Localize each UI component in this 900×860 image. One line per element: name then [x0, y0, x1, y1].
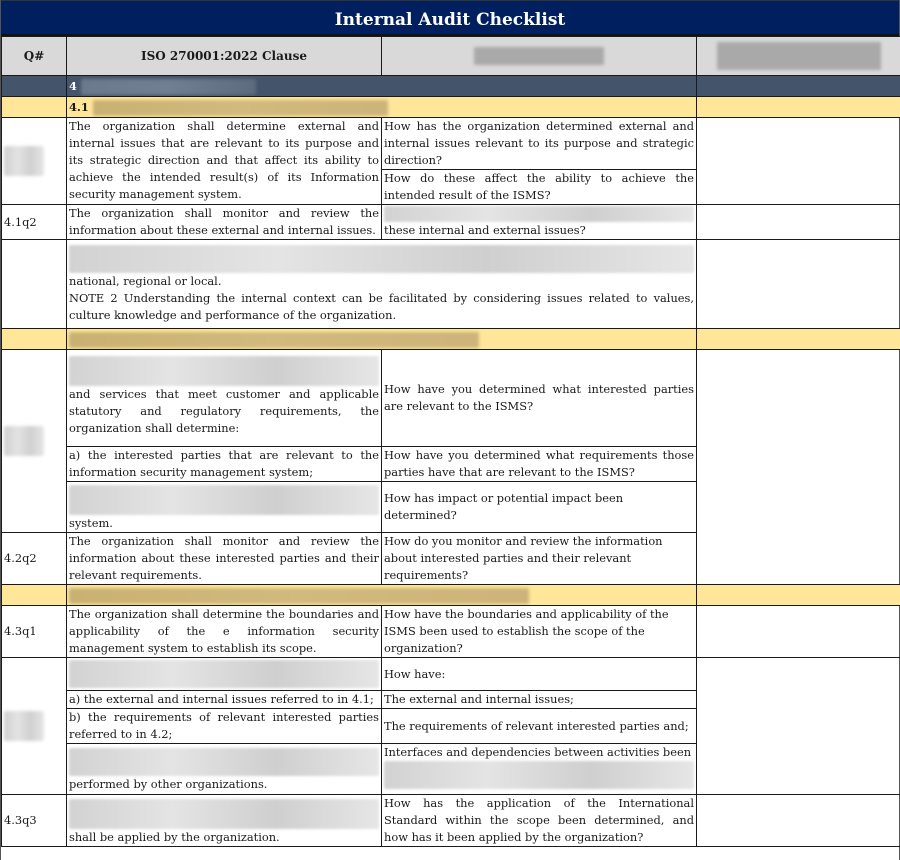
checklist-table	[1, 36, 900, 847]
evidence-cell[interactable]	[697, 240, 900, 329]
clause-text: a) the external and internal issues referred to in 4.1;	[67, 691, 382, 709]
table-row	[2, 658, 900, 691]
page-title: Internal Audit Checklist	[1, 0, 899, 36]
question-id: 4.3q1	[2, 606, 67, 658]
redacted-text	[69, 660, 379, 688]
header-row	[2, 37, 900, 76]
audit-question: The requirements of relevant interested parties and;	[382, 709, 697, 744]
clause-text: shall be applied by the organization.	[67, 795, 382, 847]
subsection-row-4-3	[2, 585, 900, 606]
header-evidence	[697, 37, 900, 76]
clause-text: a) the interested parties that are relevant to the information security management system;	[67, 447, 382, 482]
evidence-cell[interactable]	[697, 205, 900, 240]
question-id: 4.1q2	[2, 205, 67, 240]
audit-question: The external and internal issues;	[382, 691, 697, 709]
section-title: 4	[67, 76, 697, 97]
table-row-note	[2, 240, 900, 329]
subsection-row-4-1	[2, 97, 900, 118]
table-row	[2, 795, 900, 847]
question-id	[2, 118, 67, 205]
redacted-text	[69, 245, 694, 273]
audit-question: How has the organization determined external and internal issues relevant to its purpose and strategic direction?	[382, 118, 697, 170]
header-clause: ISO 270001:2022 Clause	[67, 37, 382, 76]
section-row-4	[2, 76, 900, 97]
evidence-cell[interactable]	[697, 658, 900, 795]
redacted-question-id	[4, 426, 44, 456]
redacted-subsection-title	[93, 100, 388, 116]
table-row	[2, 205, 900, 240]
clause-text: The organization shall determine the boundaries and applicability of the e information security management system to establish its scope.	[67, 606, 382, 658]
subsection-title: 4.1	[67, 97, 697, 118]
clause-text: system.	[67, 482, 382, 533]
question-id	[2, 658, 67, 795]
clause-text: The organization shall monitor and review the information about these interested parties and their relevant requirements.	[67, 533, 382, 585]
question-id	[2, 350, 67, 533]
redacted-question-id	[4, 146, 44, 176]
evidence-cell[interactable]	[697, 795, 900, 847]
audit-question: Interfaces and dependencies between activities been	[382, 744, 697, 795]
redacted-header-question	[474, 47, 604, 65]
evidence-cell[interactable]	[697, 350, 900, 585]
redacted-text	[69, 799, 379, 829]
clause-text: and services that meet customer and applicable statutory and regulatory requirements, the organization shall determine:	[67, 350, 382, 447]
header-q: Q#	[2, 37, 67, 76]
evidence-cell[interactable]	[697, 118, 900, 205]
subsection-row-4-2	[2, 329, 900, 350]
redacted-text	[69, 748, 379, 776]
question-id: 4.2q2	[2, 533, 67, 585]
table-row	[2, 350, 900, 447]
audit-question: How have you determined what requirements those parties have that are relevant to the ISMS?	[382, 447, 697, 482]
header-question	[382, 37, 697, 76]
redacted-subsection-title	[69, 588, 529, 604]
audit-question: these internal and external issues?	[382, 205, 697, 240]
clause-text: The organization shall monitor and review the information about these external and internal issues.	[67, 205, 382, 240]
clause-text: b) the requirements of relevant interested parties referred to in 4.2;	[67, 709, 382, 744]
audit-question: How has impact or potential impact been determined?	[382, 482, 697, 533]
audit-question: How have you determined what interested parties are relevant to the ISMS?	[382, 350, 697, 447]
audit-question: How do you monitor and review the information about interested parties and their relevant requirements?	[382, 533, 697, 585]
redacted-text	[69, 485, 379, 515]
audit-question: How do these affect the ability to achieve the intended result of the ISMS?	[382, 170, 697, 205]
audit-question: How have:	[382, 658, 697, 691]
redacted-text	[69, 356, 379, 386]
redacted-text	[384, 206, 694, 222]
clause-text: performed by other organizations.	[67, 744, 382, 795]
table-row	[2, 118, 900, 170]
redacted-header-evidence	[717, 42, 881, 70]
subsection-title	[67, 329, 697, 350]
evidence-cell[interactable]	[697, 606, 900, 658]
clause-text	[67, 658, 382, 691]
redacted-subsection-title	[69, 332, 479, 348]
table-row	[2, 606, 900, 658]
redacted-question-id	[4, 711, 44, 741]
subsection-title	[67, 585, 697, 606]
clause-text: The organization shall determine external and internal issues that are relevant to its purpose and its strategic direction and that affect its ability to achieve the intended result(s) of its Information security management system.	[67, 118, 382, 205]
audit-question: How have the boundaries and applicability of the ISMS been used to establish the scope of the organization?	[382, 606, 697, 658]
audit-question: How has the application of the International Standard within the scope been determined, and how has it been applied by the organization?	[382, 795, 697, 847]
question-id: 4.3q3	[2, 795, 67, 847]
redacted-section-title	[81, 79, 256, 95]
note-text: national, regional or local. NOTE 2 Understanding the internal context can be facilitated by considering issues related to values, culture knowledge and performance of the organization.	[67, 240, 697, 329]
redacted-text	[384, 761, 694, 789]
